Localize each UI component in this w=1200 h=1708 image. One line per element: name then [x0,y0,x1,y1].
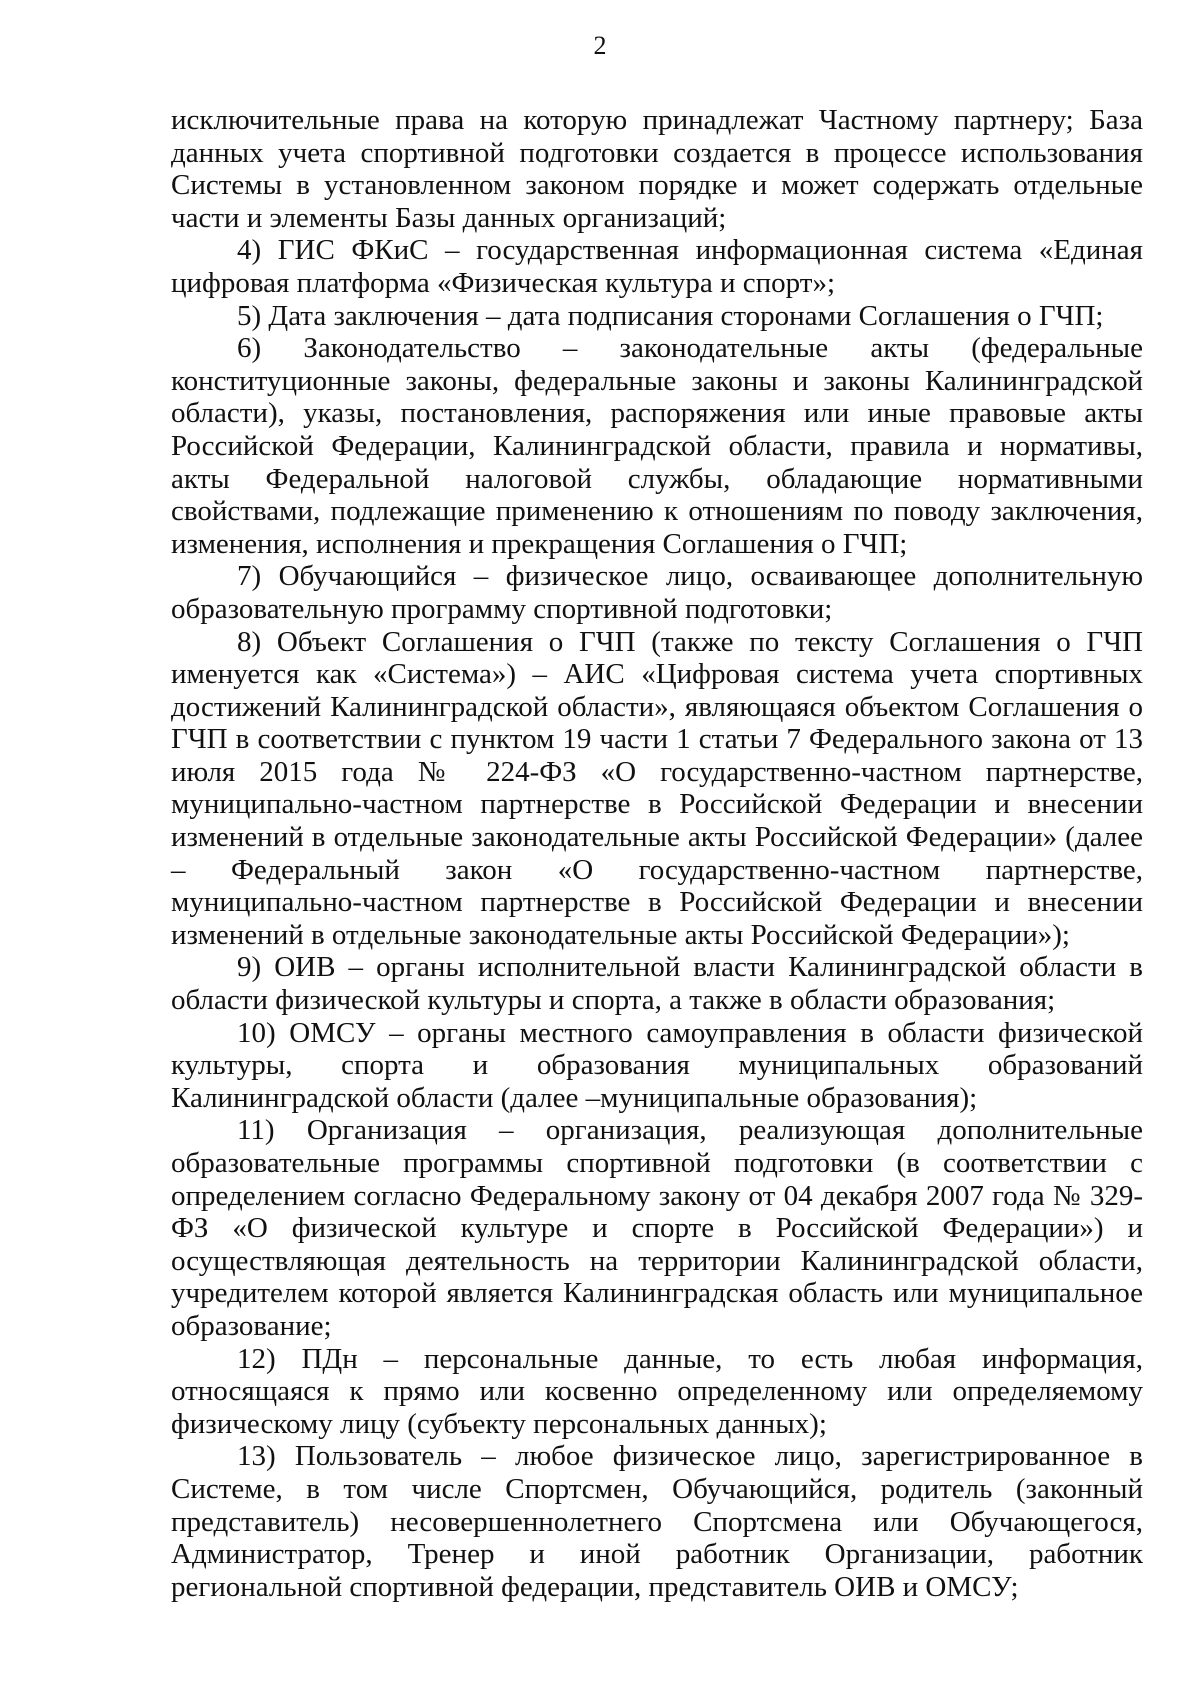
page-number: 2 [593,31,607,60]
definition-item-13: 13) Пользователь – любое физическое лицо, зарегистрированное в Системе, в том числе Спортсмен, Обучающийся, родитель (законный представитель) несовершеннолетнего Спортсмена или Обучающегося, Администратор, Тренер и иной работник Организации, работник региональной спортивной федерации, представитель ОИВ и ОМСУ; [171,1440,1143,1603]
definition-item-7: 7) Обучающийся – физическое лицо, осваивающее дополнительную образовательную программу спортивной подготовки; [171,560,1143,625]
definition-item-11: 11) Организация – организация, реализующая дополнительные образовательные программы спортивной подготовки (в соответствии с определением согласно Федеральному закону от 04 декабря 2007 года № 329-ФЗ «О физической культуре и спорте в Российской Федерации») и осуществляющая деятельность на территории Калининградской области, учредителем которой является Калининградская область или муниципальное образование; [171,1114,1143,1342]
definition-item-10: 10) ОМСУ – органы местного самоуправления в области физической культуры, спорта и образования муниципальных образований Калининградской области (далее –муниципальные образования); [171,1016,1143,1114]
document-body [171,104,1143,1603]
paragraph-continuation: исключительные права на которую принадлежат Частному партнеру; База данных учета спортивной подготовки создается в процессе использования Системы в установленном законом порядке и может содержать отдельные части и элементы Базы данных организаций; [171,104,1143,234]
definition-item-9: 9) ОИВ – органы исполнительной власти Калининградской области в области физической культуры и спорта, а также в области образования; [171,951,1143,1017]
definition-item-8: 8) Объект Соглашения о ГЧП (также по тексту Соглашения о ГЧП именуется как «Система») – АИС «Цифровая система учета спортивных достижений Калининградской области», являющаяся объектом Соглашения о ГЧП в соответствии с пунктом 19 части 1 статьи 7 Федерального закона от 13 июля 2015 года № 224-ФЗ «О государственно-частном партнерстве, муниципально-частном партнерстве в Российской Федерации и внесении изменений в отдельные законодательные акты Российской Федерации» (далее – Федеральный закон «О государственно-частном партнерстве, муниципально-частном партнерстве в Российской Федерации и внесении изменений в отдельные законодательные акты Российской Федерации»); [171,625,1143,951]
definition-item-4: 4) ГИС ФКиС – государственная информационная система «Единая цифровая платформа «Физическая культура и спорт»; [171,234,1143,299]
definition-item-12: 12) ПДн – персональные данные, то есть любая информация, относящаяся к прямо или косвенно определенному или определяемому физическому лицу (субъекту персональных данных); [171,1342,1143,1440]
definition-item-5: 5) Дата заключения – дата подписания сторонами Соглашения о ГЧП; [237,299,1104,332]
definition-item-6: 6) Законодательство – законодательные акты (федеральные конституционные законы, федеральные законы и законы Калининградской области), указы, постановления, распоряжения или иные правовые акты Российской Федерации, Калининградской области, правила и нормативы, акты Федеральной налоговой службы, обладающие нормативными свойствами, подлежащие применению к отношениям по поводу заключения, изменения, исполнения и прекращения Соглашения о ГЧП; [171,332,1143,560]
